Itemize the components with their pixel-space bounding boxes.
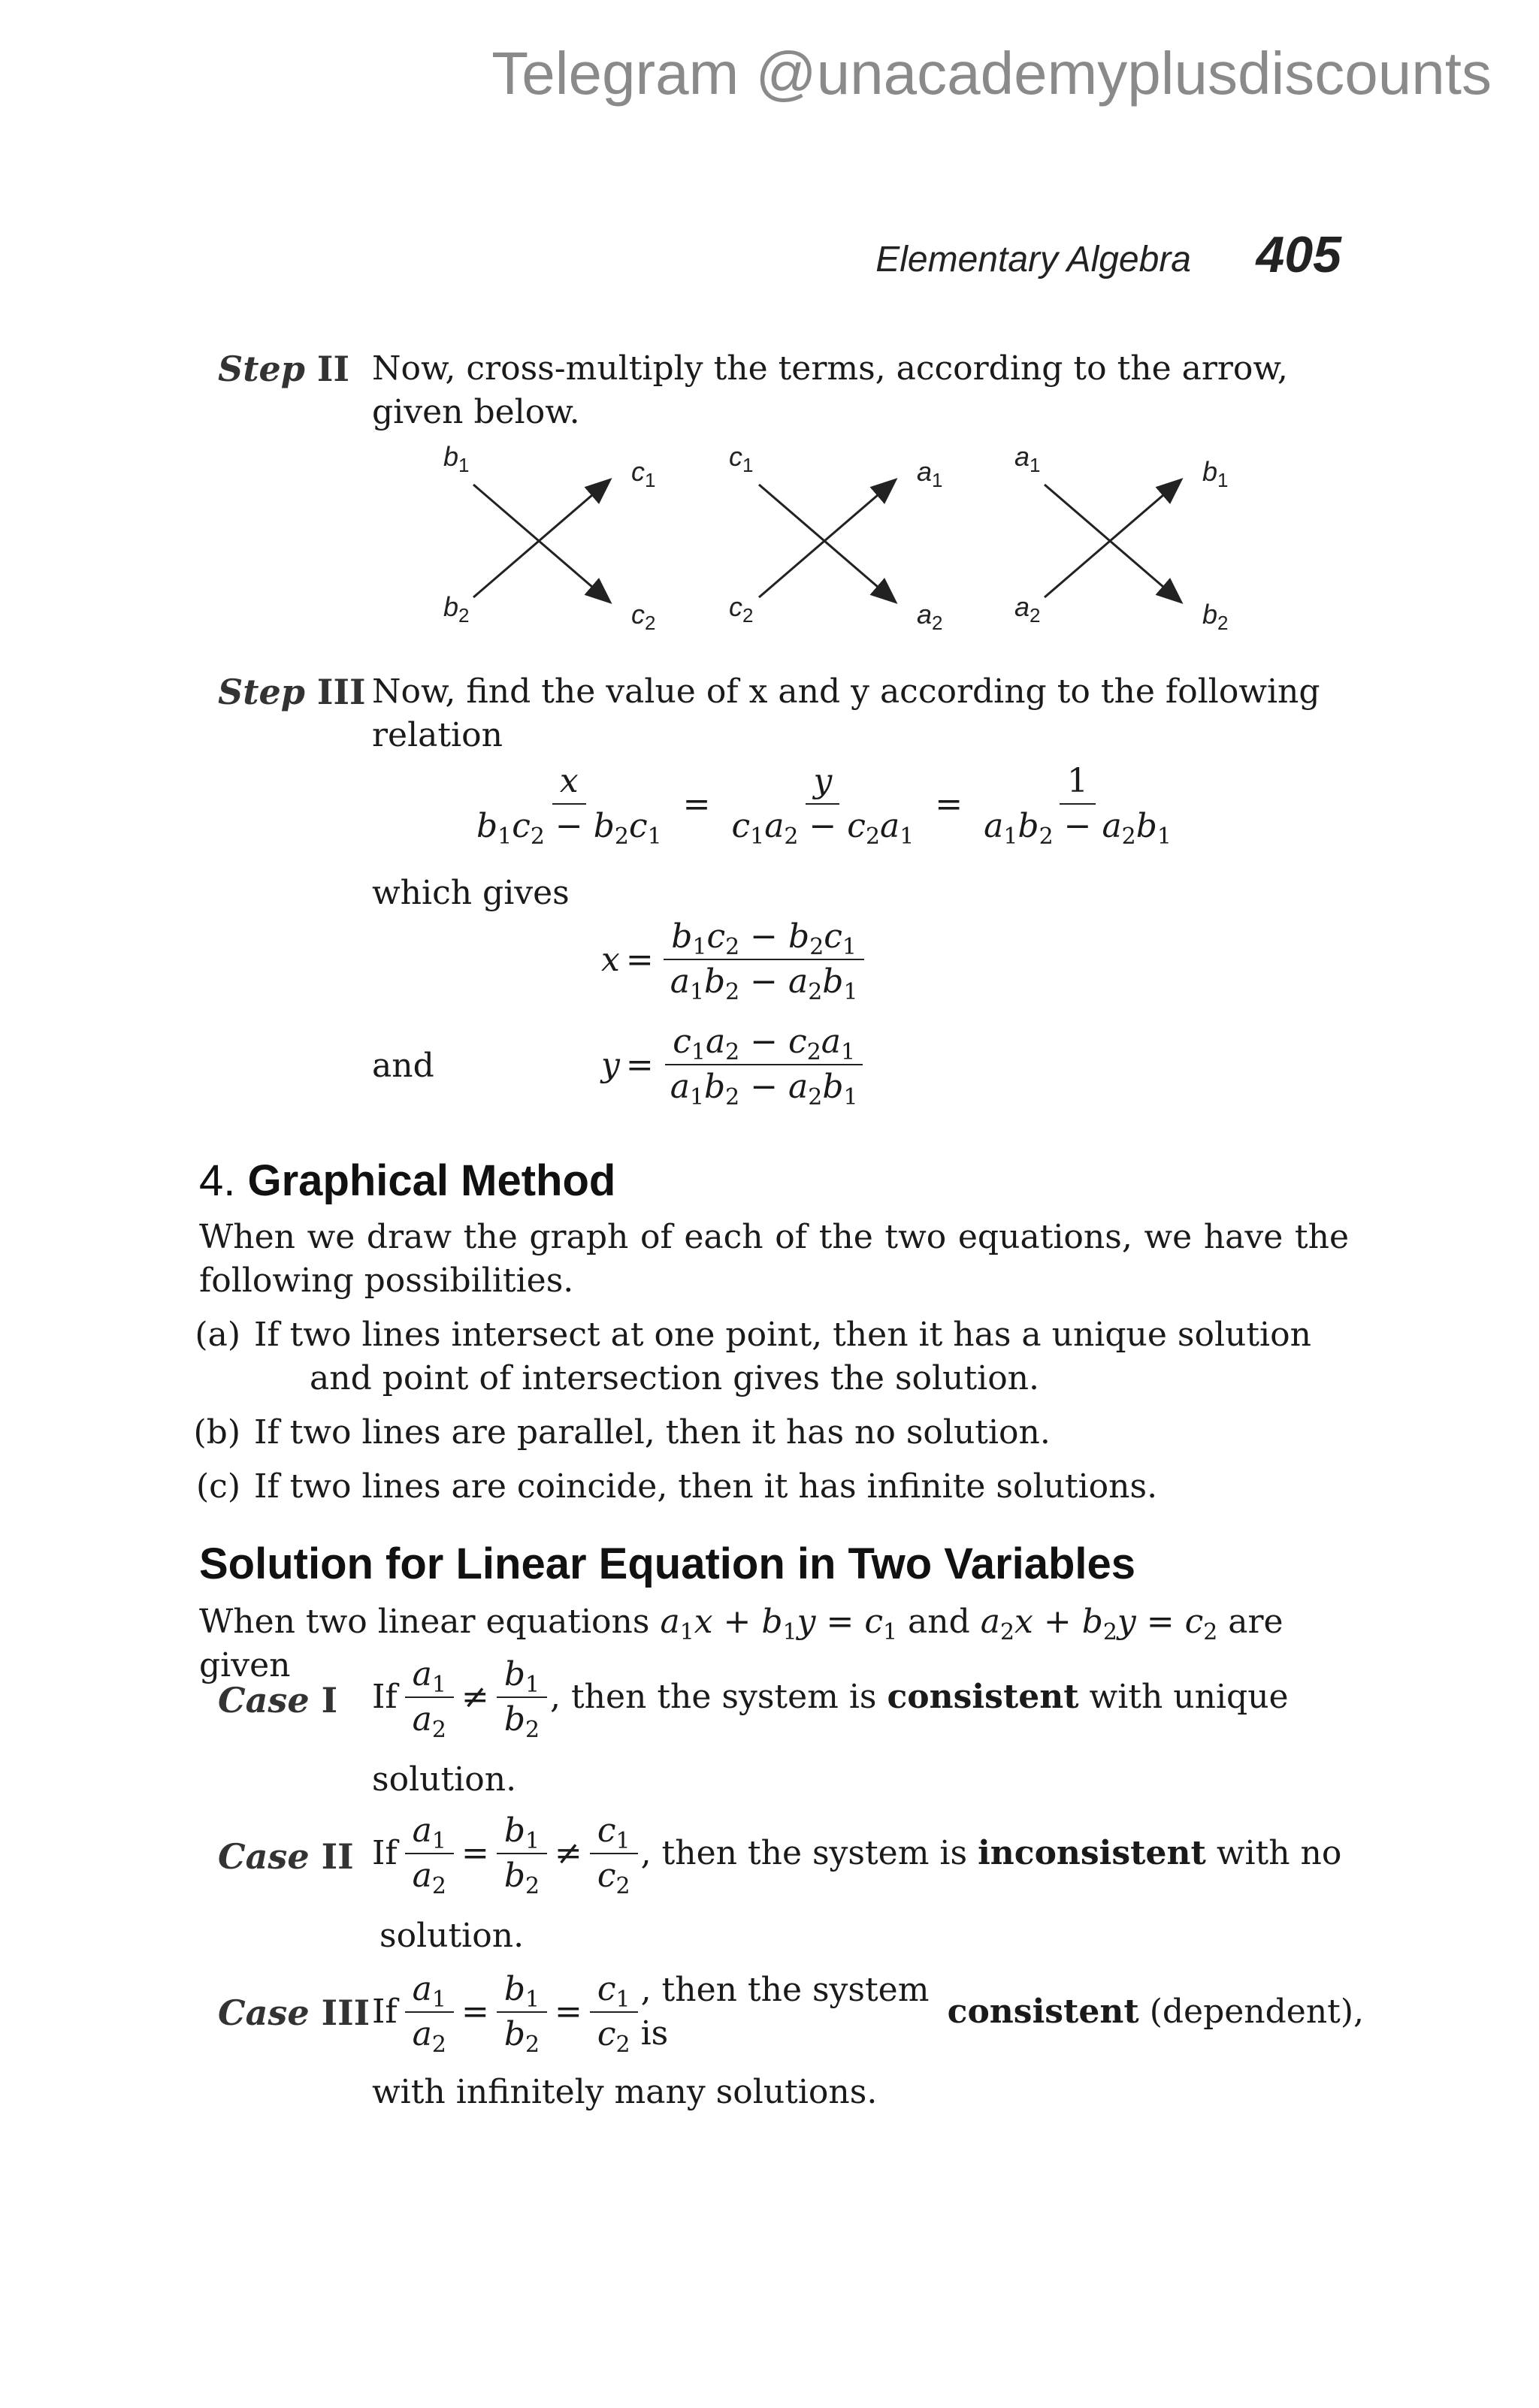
y-solution-equation: y = $\frac{c_1a_2 - c_2a_1}{a_1b_2 - a_2b_1}$ [601,1023,869,1106]
possibilities-list [180,1313,1353,1509]
case-3-condition: If $\frac{a_1}{a_2}$ = $\frac{b_1}{b_2}$ = $\frac{c_1}{c_2}$ , then the system is consistent (dependent), [372,1970,1364,2058]
bottom-left-term: $a_2$ [1014,591,1041,627]
cross-diagram-2 [729,441,943,634]
bottom-left-term: $c_2$ [729,591,754,627]
up-arrow [473,481,609,597]
bottom-right-term: $b_2$ [1202,599,1229,634]
page-number: 405 [1256,226,1341,283]
top-left-term: $c_1$ [729,441,754,476]
x-solution-equation: x = $\frac{b_1c_2 - b_2c_1}{a_1b_2 - a_2b_1}$ [601,918,868,1001]
case-2-condition: If $\frac{a_1}{a_2}$ = $\frac{b_1}{b_2}$ ≠ $\frac{c_1}{c_2}$ , then the system is inconsistent with no [372,1811,1342,1899]
section-4-heading: 4. Graphical Method [199,1156,616,1205]
up-arrow [1045,481,1180,597]
top-left-term: $b_1$ [443,441,470,476]
bottom-right-term: $a_2$ [917,599,943,634]
and-text: and [372,1047,434,1085]
cross-diagram-1 [443,441,655,634]
top-right-term: $a_1$ [917,456,943,491]
top-right-term: $c_1$ [631,456,656,491]
list-item: (b) If two lines are parallel, then it has no solution. [193,1413,1051,1452]
relation-equation: $\frac{x}{b_1c_2 - b_2c_1}$ = $\frac{y}{c_1a_2 - c_2a_1}$ = $\frac{1}{a_1b_2 - a_2b_1}$ [476,762,1172,850]
step-3-text: Now, find the value of x and y according to the following relation [372,672,1320,754]
down-arrow [473,485,609,601]
top-left-term: $a_1$ [1014,441,1041,476]
solution-intro: When two linear equations $a_1x + b_1y = c_1$ and $a_2x + b_2y = c_2$ are given [199,1603,1284,1684]
case-1-label: Case I [218,1680,338,1721]
step-3-label: Step III [218,672,366,712]
list-item: (c) If two lines are coincide, then it has infinite solutions. [196,1467,1158,1506]
watermark: Telegram @unacademyplusdiscounts [491,40,1492,107]
running-header-title: Elementary Algebra [875,240,1191,279]
solution-section-heading: Solution for Linear Equation in Two Variables [199,1539,1136,1588]
cross-diagram-3 [1014,441,1229,634]
step-2-text: Now, cross-multiply the terms, according to the arrow, given below. [372,349,1288,431]
cross-multiplication-diagram [421,440,1247,642]
case-2-label: Case II [218,1836,354,1877]
case-2-line2: solution. [379,1917,525,1955]
case-3-line2: with infinitely many solutions. [372,2073,878,2111]
section-4-intro: When we draw the graph of each of the two equations, we have the following possibilities. [199,1218,1349,1300]
bottom-left-term: $b_2$ [443,591,470,627]
down-arrow [759,485,894,601]
case-1-line2: solution. [372,1760,517,1799]
case-1-condition: If $\frac{a_1}{a_2}$ ≠ $\frac{b_1}{b_2}$ , then the system is consistent with unique [372,1655,1289,1743]
case-3-label: Case III [218,1993,370,2033]
step-2-label: Step II [218,349,349,389]
list-item: (a) If two lines intersect at one point, then it has a unique solution and point of intersection gives the solution. [195,1316,1311,1397]
top-right-term: $b_1$ [1202,456,1229,491]
bottom-right-term: $c_2$ [631,599,656,634]
which-gives-text: which gives [372,874,570,912]
up-arrow [759,481,894,597]
down-arrow [1045,485,1180,601]
